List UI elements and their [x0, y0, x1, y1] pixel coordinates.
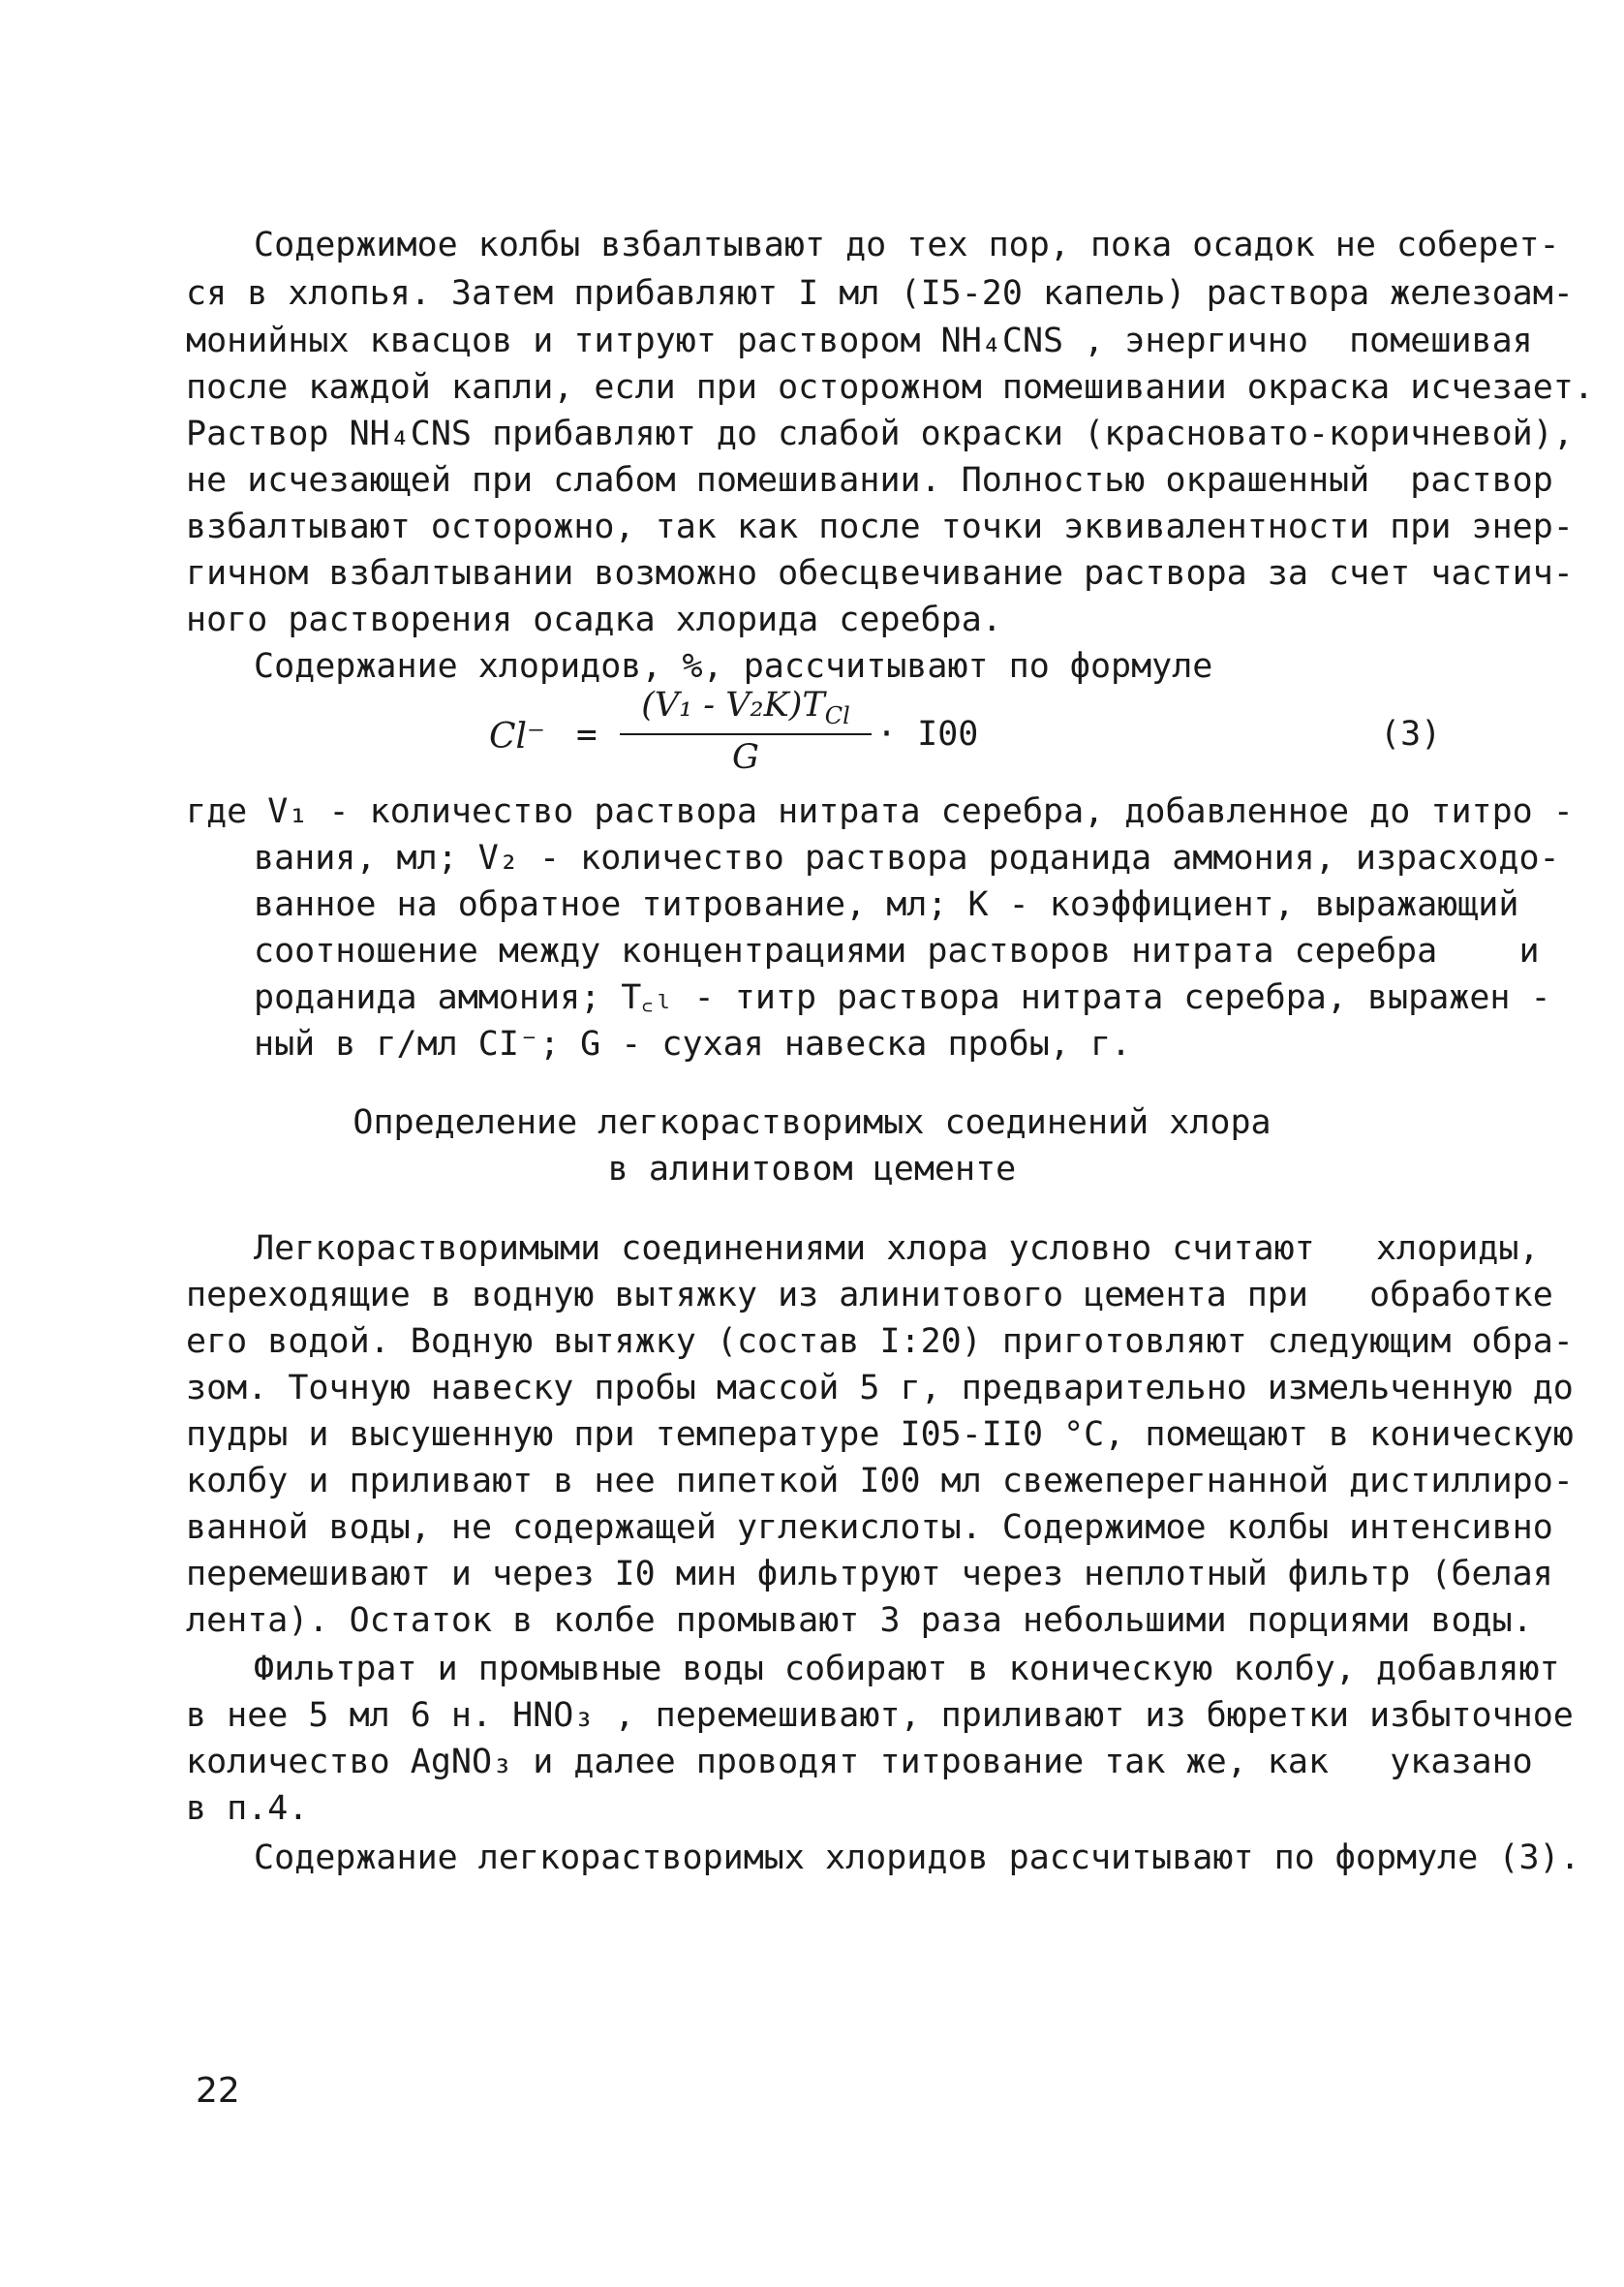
page-number: 22 — [196, 2071, 240, 2111]
text-line: взбалтывают осторожно, так как после точки эквивалентности при энер- — [186, 508, 1574, 546]
closing-sentence: Содержание легкорастворимых хлоридов рассчитывают по формуле (3). — [254, 1839, 1580, 1877]
formula-lhs: Cl⁻ — [489, 717, 546, 757]
text-line: количество AgNO₃ и далее проводят титрование так же, как указано — [186, 1743, 1533, 1781]
text-line: соотношение между концентрациями растворов нитрата серебра и — [254, 932, 1540, 971]
text-line: его водой. Водную вытяжку (состав I:20) приготовляют следующим обра- — [186, 1322, 1574, 1361]
formula-equals: = — [576, 715, 598, 755]
formula-denominator — [620, 738, 872, 777]
text-line: в п.4. — [186, 1789, 309, 1828]
formula-denominator-text: G — [732, 738, 759, 777]
fraction-bar — [620, 733, 872, 735]
text-line: переходящие в водную вытяжку из алинитового цемента при обработке — [186, 1276, 1553, 1314]
text-line: колбу и приливают в нее пипеткой I00 мл свежеперегнанной дистиллиро- — [186, 1462, 1574, 1500]
formula-number: (3) — [1380, 715, 1442, 754]
formula-multiplier: · I00 — [876, 715, 979, 754]
heading-line: в алинитовом цементе — [607, 1150, 1017, 1189]
text-line: перемешивают и через I0 мин фильтруют через неплотный фильтр (белая — [186, 1555, 1553, 1593]
formula-numerator-text: (V₁ - V₂K)T — [641, 686, 825, 725]
formula-numerator — [620, 686, 872, 729]
text-line: гичном взбалтывании возможно обесцвечивание раствора за счет частич- — [186, 554, 1574, 593]
text-line: пудры и высушенную при температуре I05-II0 °C, помещают в коническую — [186, 1415, 1574, 1454]
formula-numerator-subscript: Cl — [824, 702, 850, 729]
text-line: Содержимое колбы взбалтывают до тех пор, пока осадок не соберет- — [254, 226, 1560, 264]
text-line: Легкорастворимыми соединениями хлора условно считают хлориды, — [254, 1229, 1540, 1268]
text-line: ного растворения осадка хлорида серебра. — [186, 601, 1002, 639]
text-line: вания, мл; V₂ - количество раствора роданида аммония, израсходо- — [254, 839, 1560, 878]
text-line: зом. Точную навеску пробы массой 5 г, предварительно измельченную до — [186, 1369, 1574, 1407]
text-line: Фильтрат и промывные воды собирают в коническую колбу, добавляют — [254, 1650, 1560, 1688]
heading-line: Определение легкорастворимых соединений хлора — [352, 1103, 1272, 1142]
text-line: в нее 5 мл 6 н. HNO₃ , перемешивают, приливают из бюретки избыточное — [186, 1696, 1574, 1735]
text-line: после каждой капли, если при осторожном помешивании окраска исчезает. — [186, 368, 1594, 407]
formula-intro: Содержание хлоридов, %, рассчитывают по формуле — [254, 647, 1213, 686]
text-line: ся в хлопья. Затем прибавляют I мл (I5-20 капель) раствора железоам- — [186, 274, 1574, 313]
text-line: ный в г/мл CI⁻; G - сухая навеска пробы, г. — [254, 1025, 1132, 1064]
text-line: ванной воды, не содержащей углекислоты. Содержимое колбы интенсивно — [186, 1508, 1553, 1547]
text-line: Раствор NH₄CNS прибавляют до слабой окраски (красновато-коричневой), — [186, 415, 1574, 453]
text-line: роданида аммония; T꜀ₗ - титр раствора нитрата серебра, выражен - — [254, 978, 1551, 1017]
text-line: лента). Остаток в колбе промывают 3 раза небольшими порциями воды. — [186, 1601, 1533, 1640]
text-line: ванное на обратное титрование, мл; К - коэффициент, выражающий — [254, 885, 1519, 924]
text-line: не исчезающей при слабом помешивании. Полностью окрашенный раствор — [186, 461, 1553, 500]
text-line: где V₁ - количество раствора нитрата серебра, добавленное до титро - — [186, 792, 1574, 831]
text-line: монийных квасцов и титруют раствором NH₄CNS , энергично помешивая — [186, 322, 1533, 360]
